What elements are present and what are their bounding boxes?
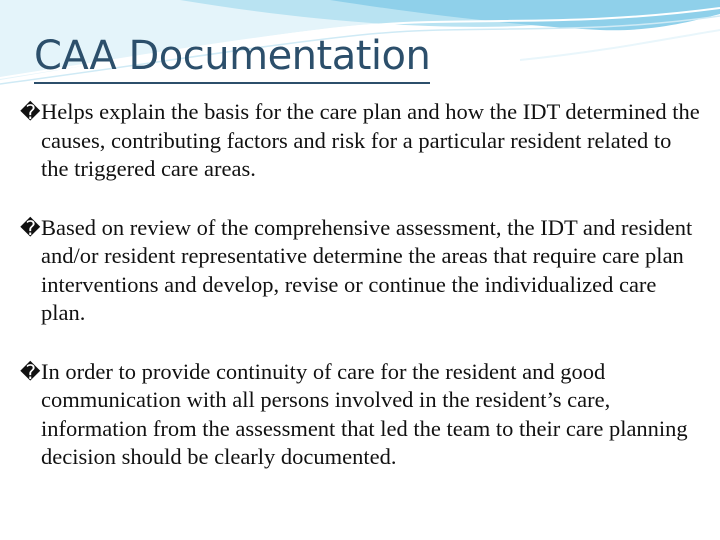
bullet-text: In order to provide continuity of care for the resident and good communication with all persons involved in the resident’s care, information from the assessment that led the team to their care planning decision should be clearly documented. <box>41 358 688 469</box>
bullet-marker-icon: � <box>20 100 41 124</box>
slide-title: CAA Documentation <box>34 30 430 84</box>
bullet-item <box>20 214 700 328</box>
bullet-marker-icon: � <box>20 215 41 240</box>
bullet-text: Helps explain the basis for the care plan and how the IDT determined the causes, contributing factors and risk for a particular resident related to the triggered care areas. <box>41 99 700 181</box>
bullet-marker-icon: � <box>20 359 41 384</box>
wave-line-3 <box>520 30 720 60</box>
bullet-list <box>20 98 700 502</box>
bullet-text: Based on review of the comprehensive assessment, the IDT and resident and/or resident representative determine the areas that require care plan interventions and develop, revise or continue the individualized care plan. <box>41 214 693 325</box>
bullet-item <box>20 98 700 184</box>
bullet-item <box>20 358 700 472</box>
